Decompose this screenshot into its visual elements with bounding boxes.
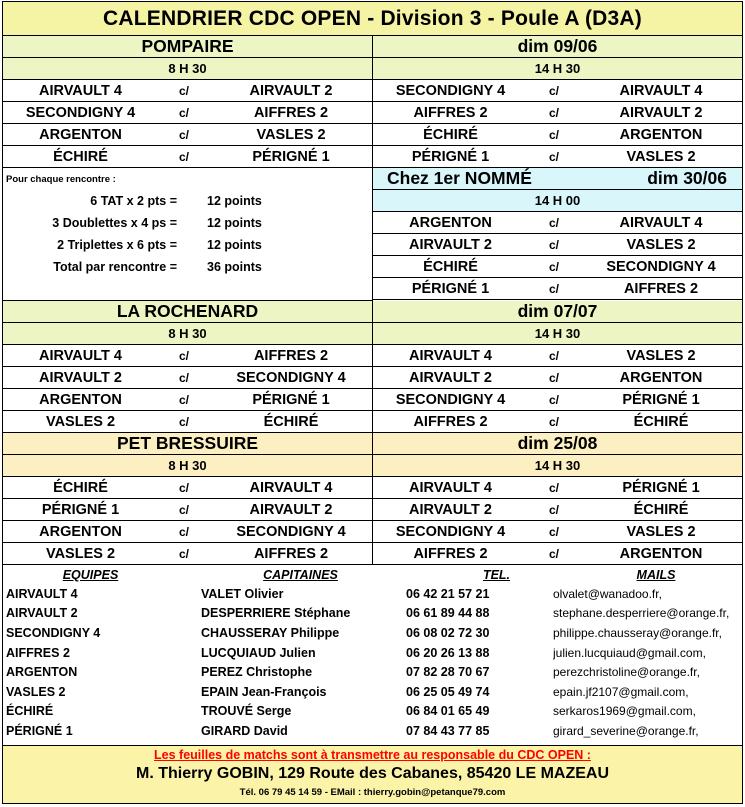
contact-mail: olvalet@wanadoo.fr, — [553, 586, 662, 601]
team-away: PÉRIGNÉ 1 — [622, 391, 700, 408]
match-row — [3, 521, 372, 543]
match-row — [373, 234, 742, 256]
contact-mail: stephane.desperriere@orange.fr, — [553, 606, 730, 621]
round-pet-bressuire — [3, 433, 742, 565]
match-row — [373, 543, 742, 565]
contact-mail: epain.jf2107@gmail.com, — [553, 684, 689, 699]
date-label: dim 25/08 — [373, 433, 742, 455]
match-row — [373, 345, 742, 367]
scoring-intro: Pour chaque rencontre : — [6, 174, 116, 185]
contact-mail: philippe.chausseray@orange.fr, — [553, 625, 722, 640]
scoring-line — [3, 190, 372, 212]
vs-label: c/ — [548, 480, 559, 495]
round-left-column — [3, 36, 372, 168]
contact-tel: 06 42 21 57 21 — [406, 586, 490, 601]
match-row — [373, 477, 742, 499]
contact-team: ARGENTON — [6, 665, 78, 680]
team-home: VASLES 2 — [45, 545, 116, 562]
page-title: CALENDRIER CDC OPEN - Division 3 - Poule A (D3A) — [3, 2, 742, 36]
date-label: dim 07/07 — [373, 301, 742, 323]
team-away: SECONDIGNY 4 — [606, 258, 716, 275]
time-label: 14 H 30 — [373, 58, 742, 80]
contact-captain: CHAUSSERAY Philippe — [201, 625, 340, 640]
scoring-line — [3, 234, 372, 256]
scoring-line — [3, 212, 372, 234]
header-tel: TEL. — [482, 567, 511, 582]
team-away: ARGENTON — [619, 545, 703, 562]
team-home: ÉCHIRÉ — [423, 126, 478, 143]
team-home: AIFFRES 2 — [413, 104, 488, 121]
team-home: SECONDIGNY 4 — [395, 523, 506, 540]
contact-mail: girard_severine@orange.fr, — [553, 723, 699, 738]
match-row — [3, 146, 372, 168]
round-right-column — [372, 301, 742, 433]
team-away: AIRVAULT 2 — [249, 82, 333, 99]
vs-label: c/ — [178, 546, 189, 561]
time-label: 14 H 30 — [373, 323, 742, 345]
match-row — [3, 389, 372, 411]
contact-row — [3, 702, 742, 722]
vs-label: c/ — [178, 149, 189, 164]
scoring-label: 3 Doublettes x 4 ps = — [52, 216, 177, 230]
scoring-points: 36 points — [207, 260, 262, 274]
contact-row — [3, 623, 742, 643]
team-away: VASLES 2 — [256, 126, 326, 143]
contacts-header — [3, 565, 742, 584]
scoring-points: 12 points — [207, 238, 262, 252]
match-row — [373, 278, 742, 300]
vs-label: c/ — [548, 281, 559, 296]
vs-label: c/ — [548, 348, 559, 363]
vs-label: c/ — [548, 105, 559, 120]
contact-row — [3, 662, 742, 682]
team-home: AIRVAULT 4 — [39, 82, 122, 99]
round-left-column — [3, 301, 372, 433]
contact-team: AIRVAULT 2 — [6, 606, 78, 621]
team-away: AIFFRES 2 — [623, 280, 699, 297]
footer-address: M. Thierry GOBIN, 129 Route des Cabanes, 85420 LE MAZEAU — [135, 765, 610, 782]
scoring-label: 2 Triplettes x 6 pts = — [57, 238, 177, 252]
calendar-page — [2, 1, 743, 804]
venue-label: PET BRESSUIRE — [3, 433, 372, 455]
match-row — [373, 212, 742, 234]
round-right-column — [372, 433, 742, 565]
team-away: ÉCHIRÉ — [633, 413, 689, 430]
team-home: AIRVAULT 4 — [409, 479, 492, 496]
scoring-points: 12 points — [207, 216, 262, 230]
round-right-column — [372, 36, 742, 168]
match-row — [373, 411, 742, 433]
vs-label: c/ — [178, 127, 189, 142]
time-label: 14 H 30 — [373, 455, 742, 477]
team-away: PÉRIGNÉ 1 — [252, 148, 330, 165]
vs-label: c/ — [178, 83, 189, 98]
date-label: dim 09/06 — [373, 36, 742, 58]
contact-tel: 06 08 02 72 30 — [406, 625, 490, 640]
contact-mail: serkaros1969@gmail.com, — [553, 704, 696, 719]
contact-team: PÉRIGNÉ 1 — [6, 723, 73, 738]
header-teams: EQUIPES — [62, 567, 119, 582]
vs-label: c/ — [178, 480, 189, 495]
vs-label: c/ — [548, 370, 559, 385]
scoring-points: 12 points — [207, 194, 262, 208]
team-away: ARGENTON — [619, 369, 703, 386]
vs-label: c/ — [178, 524, 189, 539]
vs-label: c/ — [548, 259, 559, 274]
vs-label: c/ — [178, 105, 189, 120]
time-label: 8 H 30 — [3, 58, 372, 80]
footer — [3, 745, 742, 803]
contact-captain: PEREZ Christophe — [201, 665, 313, 680]
vs-label: c/ — [178, 348, 189, 363]
team-away: AIRVAULT 4 — [619, 214, 703, 231]
contact-captain: EPAIN Jean-François — [201, 684, 327, 699]
team-home: AIRVAULT 2 — [409, 369, 492, 386]
vs-label: c/ — [548, 502, 559, 517]
contact-tel: 06 25 05 49 74 — [406, 684, 490, 699]
scoring-label: 6 TAT x 2 pts = — [90, 194, 177, 208]
scoring-label: Total par rencontre = — [53, 260, 177, 274]
header-mails: MAILS — [636, 567, 676, 582]
match-row — [3, 102, 372, 124]
venue-label: Chez 1er NOMMÉ — [387, 168, 532, 188]
team-home: VASLES 2 — [45, 413, 116, 430]
vs-label: c/ — [548, 524, 559, 539]
match-row — [3, 367, 372, 389]
contact-team: AIRVAULT 4 — [6, 586, 78, 601]
vs-label: c/ — [548, 149, 559, 164]
match-row — [373, 146, 742, 168]
contact-row — [3, 682, 742, 702]
time-label: 8 H 30 — [3, 455, 372, 477]
contact-tel: 07 82 28 70 67 — [406, 665, 490, 680]
team-away: PÉRIGNÉ 1 — [252, 391, 330, 408]
match-row — [3, 543, 372, 565]
header-captains: CAPITAINES — [263, 567, 338, 582]
team-away: VASLES 2 — [626, 523, 696, 540]
vs-label: c/ — [548, 83, 559, 98]
team-away: VASLES 2 — [626, 148, 696, 165]
team-away: AIFFRES 2 — [253, 347, 329, 364]
match-row — [373, 521, 742, 543]
footer-notice: Les feuilles de matchs sont à transmettre au responsable du CDC OPEN : — [154, 748, 591, 762]
vs-label: c/ — [548, 392, 559, 407]
round-la-rochenard — [3, 301, 742, 433]
team-away: ARGENTON — [619, 126, 703, 143]
scoring-box — [3, 168, 372, 301]
vs-label: c/ — [548, 546, 559, 561]
vs-label: c/ — [178, 414, 189, 429]
match-row — [3, 499, 372, 521]
round-right-column — [372, 168, 742, 301]
team-home: SECONDIGNY 4 — [395, 82, 506, 99]
contact-row — [3, 604, 742, 624]
contact-captain: VALET Olivier — [201, 586, 284, 601]
match-row — [373, 256, 742, 278]
match-row — [3, 80, 372, 102]
team-home: SECONDIGNY 4 — [25, 104, 136, 121]
date-label: dim 30/06 — [647, 168, 727, 188]
team-home: ARGENTON — [39, 523, 122, 540]
team-home: ARGENTON — [39, 126, 122, 143]
vs-label: c/ — [178, 370, 189, 385]
contact-row — [3, 643, 742, 663]
contact-tel: 07 84 43 77 85 — [406, 723, 490, 738]
contact-team: AIFFRES 2 — [6, 645, 70, 660]
team-away: PÉRIGNÉ 1 — [622, 479, 700, 496]
contact-team: ÉCHIRÉ — [6, 704, 54, 719]
contact-captain: DESPERRIERE Stéphane — [201, 606, 351, 621]
contact-captain: TROUVÉ Serge — [201, 704, 292, 719]
time-label: 14 H 00 — [373, 190, 742, 212]
team-home: ARGENTON — [39, 391, 122, 408]
team-away: AIRVAULT 2 — [249, 501, 333, 518]
team-home: PÉRIGNÉ 1 — [411, 148, 490, 165]
vs-label: c/ — [548, 215, 559, 230]
team-home: ÉCHIRÉ — [53, 479, 108, 496]
team-away: AIRVAULT 4 — [619, 82, 703, 99]
team-home: PÉRIGNÉ 1 — [411, 280, 490, 297]
scoring-line — [3, 256, 372, 278]
venue-label: LA ROCHENARD — [3, 301, 372, 323]
contact-tel: 06 84 01 65 49 — [406, 704, 490, 719]
match-row — [3, 411, 372, 433]
team-away: VASLES 2 — [626, 236, 696, 253]
team-away: ÉCHIRÉ — [263, 413, 319, 430]
contact-row — [3, 721, 742, 741]
contact-mail: julien.lucquiaud@gmail.com, — [553, 645, 706, 660]
venue-label: POMPAIRE — [3, 36, 372, 58]
match-row — [373, 499, 742, 521]
team-away: AIFFRES 2 — [253, 545, 329, 562]
match-row — [373, 102, 742, 124]
vs-label: c/ — [178, 502, 189, 517]
contact-mail: perezchristoline@orange.fr, — [553, 665, 700, 680]
contact-captain: LUCQUIAUD Julien — [201, 645, 316, 660]
team-home: PÉRIGNÉ 1 — [41, 501, 120, 518]
match-row — [3, 124, 372, 146]
round-chez-1er-nomme — [3, 168, 742, 301]
team-away: VASLES 2 — [626, 347, 696, 364]
team-home: ARGENTON — [409, 214, 492, 231]
team-home: ÉCHIRÉ — [53, 148, 108, 165]
vs-label: c/ — [548, 237, 559, 252]
venue-date-header — [373, 168, 742, 190]
team-away: ÉCHIRÉ — [633, 501, 689, 518]
match-row — [3, 345, 372, 367]
team-away: SECONDIGNY 4 — [236, 523, 346, 540]
contacts-table — [3, 565, 742, 741]
contact-tel: 06 20 26 13 88 — [406, 645, 490, 660]
round-left-column — [3, 433, 372, 565]
team-home: AIRVAULT 2 — [409, 236, 492, 253]
team-home: AIRVAULT 4 — [39, 347, 122, 364]
footer-contact: Tél. 06 79 45 14 59 - EMail : thierry.gobin@petanque79.com — [239, 787, 506, 798]
contact-captain: GIRARD David — [201, 723, 288, 738]
team-home: AIRVAULT 2 — [39, 369, 122, 386]
match-row — [373, 367, 742, 389]
match-row — [373, 80, 742, 102]
team-home: AIFFRES 2 — [413, 413, 488, 430]
team-away: AIRVAULT 4 — [249, 479, 333, 496]
team-home: AIRVAULT 4 — [409, 347, 492, 364]
vs-label: c/ — [178, 392, 189, 407]
vs-label: c/ — [548, 127, 559, 142]
time-label: 8 H 30 — [3, 323, 372, 345]
team-home: SECONDIGNY 4 — [395, 391, 506, 408]
match-row — [373, 389, 742, 411]
team-away: SECONDIGNY 4 — [236, 369, 346, 386]
match-row — [373, 124, 742, 146]
team-away: AIFFRES 2 — [253, 104, 329, 121]
contact-team: SECONDIGNY 4 — [6, 625, 101, 640]
match-row — [3, 477, 372, 499]
contact-row — [3, 584, 742, 604]
vs-label: c/ — [548, 414, 559, 429]
team-home: ÉCHIRÉ — [423, 258, 478, 275]
team-home: AIFFRES 2 — [413, 545, 488, 562]
contact-team: VASLES 2 — [6, 684, 66, 699]
team-away: AIRVAULT 2 — [619, 104, 703, 121]
round-pompaire — [3, 36, 742, 168]
contact-tel: 06 61 89 44 88 — [406, 606, 490, 621]
team-home: AIRVAULT 2 — [409, 501, 492, 518]
